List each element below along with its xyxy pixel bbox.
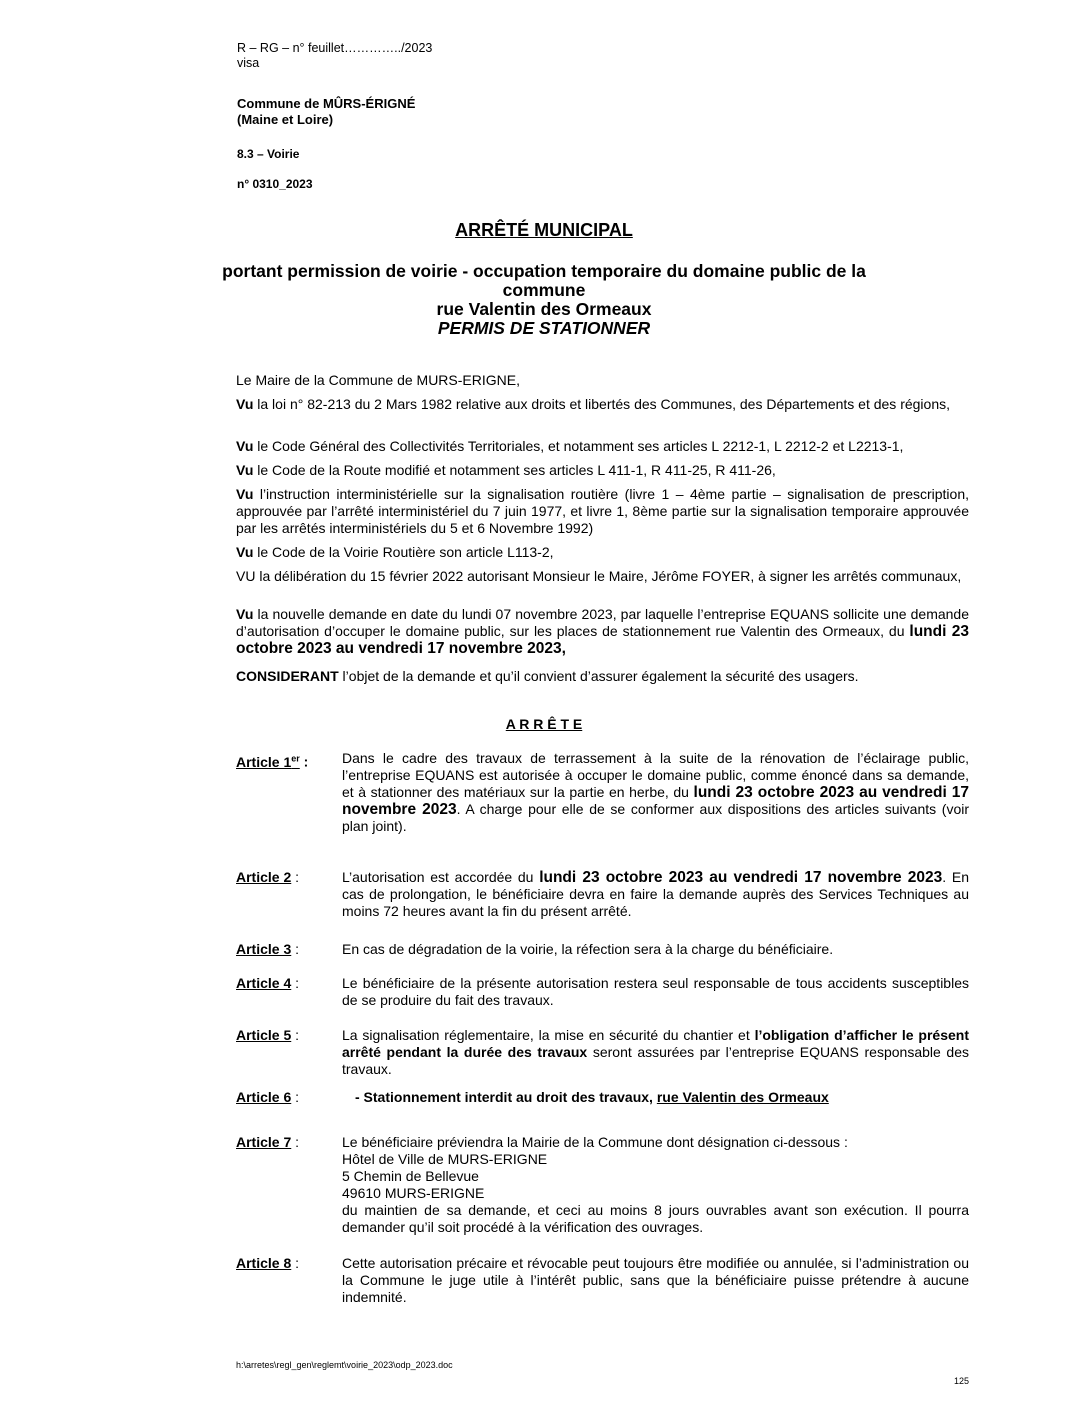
preamble-vu-7 [236, 606, 969, 657]
article-2-text-part: . En cas de prolongation, le bénéficiaire devra en faire la demande auprès des Services Techniques au moins 72 heures avant la fin du présent arrêté. [342, 869, 970, 919]
page-number: 125 [953, 1376, 969, 1386]
article-4-label [236, 975, 299, 992]
article-1-text-part: . A charge pour elle de se conformer aux dispositions des articles suivants (voir plan joint). [342, 801, 970, 834]
article-3-label-text: Article 3 [236, 941, 292, 957]
subtitle-line-1: portant permission de voirie - occupation temporaire du domaine public de la [222, 261, 866, 281]
visa-label: visa [237, 56, 260, 70]
vu-keyword: Vu [236, 486, 254, 502]
department-name: (Maine et Loire) [237, 112, 334, 127]
vu-keyword: Vu [236, 438, 254, 454]
article-6-label-text: Article 6 [236, 1089, 292, 1105]
article-7-line: 5 Chemin de Bellevue [342, 1168, 479, 1184]
vu-7-text: la nouvelle demande en date du lundi 07 novembre 2023, par laquelle l’entreprise EQUANS sollicite une demande d’autorisation d’occuper le domaine public, sur les places de stationnement rue Valentin des Ormeaux, du [236, 606, 969, 639]
preamble-vu-3 [236, 462, 969, 479]
article-7-line: 49610 MURS-ERIGNE [342, 1185, 485, 1201]
article-label-colon: : [291, 941, 300, 957]
article-5-text [342, 1027, 969, 1078]
article-label-colon: : [291, 1134, 300, 1150]
article-3-text: En cas de dégradation de la voirie, la réfection sera à la charge du bénéficiaire. [342, 941, 834, 957]
article-5-text-part: La signalisation réglementaire, la mise en sécurité du chantier et [342, 1027, 755, 1043]
vu-keyword: Vu [236, 462, 254, 478]
article-1-label-colon: : [299, 753, 309, 770]
vu-7-dates: lundi 23 octobre 2023 au vendredi 17 novembre 2023, [236, 623, 969, 657]
article-7-line: Le bénéficiaire préviendra la Mairie de la Commune dont désignation ci-dessous : [342, 1134, 848, 1150]
article-label-colon: : [291, 975, 300, 991]
article-7-line: du maintien de sa demande, et ceci au moins 8 jours ouvrables avant son exécution. Il pourra demander qu’il soit procédé à la vérification des ouvrages. [342, 1202, 969, 1235]
article-7-label-text: Article 7 [236, 1134, 292, 1150]
preamble-vu-5 [236, 544, 969, 561]
vu-keyword: Vu [236, 606, 254, 622]
commune-name: Commune de MÛRS-ÉRIGNÉ [237, 96, 416, 111]
article-5-label-text: Article 5 [236, 1027, 292, 1043]
considerant-text: l’objet de la demande et qu’il convient d’assurer également la sécurité des usagers. [338, 668, 859, 684]
subtitle-permit: PERMIS DE STATIONNER [437, 318, 651, 338]
article-8-label-text: Article 8 [236, 1255, 292, 1271]
vu-5-text: le Code de la Voirie Routière son article L113-2, [253, 544, 554, 560]
category-label: 8.3 – Voirie [237, 147, 300, 161]
article-6-text-part: - Stationnement interdit au droit des travaux, [355, 1089, 657, 1105]
article-2-label-text: Article 2 [236, 869, 292, 885]
vu-keyword: Vu [236, 544, 254, 560]
article-5-obligation: l’obligation d’afficher le présent arrêté pendant la durée des travaux [342, 1027, 970, 1060]
subtitle-line-2: commune [502, 280, 586, 300]
considerant-keyword: CONSIDERANT [236, 668, 339, 684]
vu-2-text: le Code Général des Collectivités Territoriales, et notamment ses articles L 2212-1, L 2212-2 et L2213-1, [253, 438, 904, 454]
article-label-colon: : [291, 869, 300, 885]
article-8-label [236, 1255, 299, 1272]
vu-1-text: la loi n° 82-213 du 2 Mars 1982 relative aux droits et libertés des Communes, des Départements et des régions, [253, 396, 951, 412]
reference-line: R – RG – n° feuillet…………../2023 [237, 41, 433, 55]
article-2-dates: lundi 23 octobre 2023 au vendredi 17 novembre 2023 [539, 869, 943, 886]
page-title-text: ARRÊTÉ MUNICIPAL [455, 220, 633, 240]
article-1-label-text: Article 1 [236, 753, 292, 770]
article-label-colon: : [291, 1089, 300, 1105]
vu-3-text: le Code de la Route modifié et notamment ses articles L 411-1, R 411-25, R 411-26, [253, 462, 776, 478]
arrete-number: n° 0310_2023 [237, 177, 313, 191]
article-1-text-part: Dans le cadre des travaux de terrassement à la suite de la rénovation de l’éclairage public, l’entreprise EQUANS est autorisée à occuper le domaine public, comme énoncé dans sa demande, et à stationner des matériaux sur la partie en herbe, du [342, 750, 969, 800]
article-6-text [342, 1089, 969, 1106]
arrete-heading-text: A R R Ê T E [505, 716, 583, 732]
article-5-label [236, 1027, 299, 1044]
subtitle [0, 262, 1088, 338]
article-2-text [342, 869, 969, 920]
preamble-maire: Le Maire de la Commune de MURS-ERIGNE, [236, 372, 520, 388]
preamble-vu-4 [236, 486, 969, 537]
article-label-colon: : [291, 1027, 300, 1043]
vu-keyword: Vu [236, 396, 254, 412]
preamble-considerant [236, 668, 969, 685]
preamble-vu-2 [236, 438, 969, 455]
article-1-text [342, 750, 969, 835]
article-2-label [236, 869, 299, 886]
arrete-heading [0, 716, 1088, 733]
article-5-text-part: seront assurées par l’entreprise EQUANS responsable des travaux. [342, 1044, 969, 1077]
subtitle-street: rue Valentin des Ormeaux [436, 299, 652, 319]
article-6-street: rue Valentin des Ormeaux [656, 1089, 829, 1105]
article-6-label [236, 1089, 299, 1106]
article-7-text [342, 1134, 969, 1236]
article-4-label-text: Article 4 [236, 975, 292, 991]
article-2-text-part: L’autorisation est accordée du [342, 869, 540, 885]
article-7-line: Hôtel de Ville de MURS-ERIGNE [342, 1151, 548, 1167]
article-4-text: Le bénéficiaire de la présente autorisation restera seul responsable de tous accidents susceptibles de se produire du fait des travaux. [342, 975, 969, 1008]
preamble-vu-6: VU la délibération du 15 février 2022 autorisant Monsieur le Maire, Jérôme FOYER, à signer les arrêtés communaux, [236, 568, 962, 584]
article-1-label-sup: er [291, 753, 300, 763]
article-7-label [236, 1134, 299, 1151]
article-1-label [236, 750, 308, 771]
article-1-dates: lundi 23 octobre 2023 au vendredi 17 novembre 2023 [342, 784, 969, 818]
footer-file-path: h:\arretes\regl_gen\reglemt\voirie_2023\odp_2023.doc [236, 1360, 453, 1370]
article-label-colon: : [291, 1255, 300, 1271]
page-title [0, 219, 1088, 241]
vu-4-text: l’instruction interministérielle sur la signalisation routière (livre 1 – 4ème partie – signalisation de prescription, approuvée par l’arrêté interministériel du 7 juin 1977, et livre 1, 8ème partie sur la signalisation temporaire approuvée par les arrêtés interministériels du 5 et 6 Novembre 1992) [236, 486, 969, 536]
article-3-label [236, 941, 299, 958]
preamble-vu-1 [236, 396, 969, 413]
article-8-text: Cette autorisation précaire et révocable peut toujours être modifiée ou annulée, si l’administration ou la Commune le juge utile à l’intérêt public, sans que la bénéficiaire puisse prétendre à aucune indemnité. [342, 1255, 969, 1305]
